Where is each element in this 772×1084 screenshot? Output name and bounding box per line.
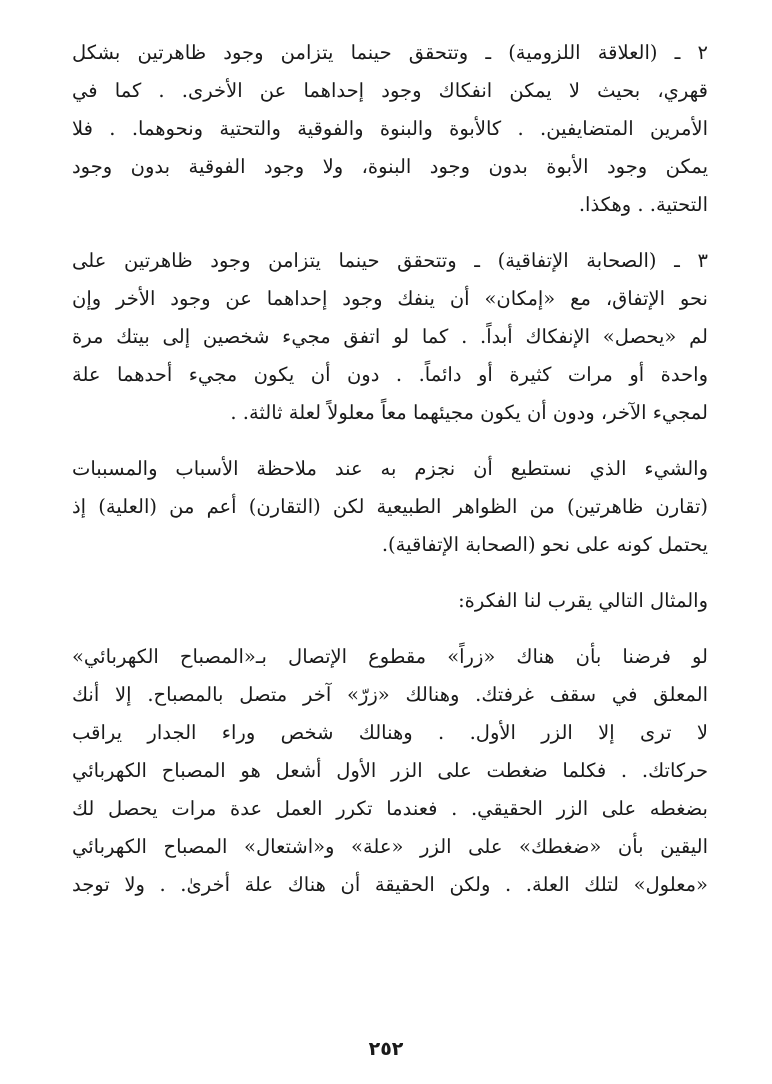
paragraph-lazumiya xyxy=(72,34,708,224)
paragraph-example-intro xyxy=(72,582,708,620)
text-line: التحتية. . وهكذا. xyxy=(578,193,708,216)
text-line: قهري، بحيث لا يمكن انفكاك وجود إحداهما عن الأخرى. . كما في xyxy=(72,79,708,102)
paragraph-example xyxy=(72,638,708,904)
text-line: يمكن وجود الأبوة بدون وجود البنوة، ولا وجود الفوقية بدون وجود xyxy=(72,155,708,178)
paragraph-conclusion xyxy=(72,450,708,564)
text-line: (تقارن ظاهرتين) من الظواهر الطبيعية لكن (التقارن) أعم من (العلية) إذ xyxy=(72,495,708,518)
text-line: بضغطه على الزر الحقيقي. . فعندما تكرر العمل عدة مرات يحصل لك xyxy=(72,797,708,820)
text-line: نحو الإتفاق، مع «إمكان» أن ينفك وجود إحداهما عن وجود الأخر وإن xyxy=(72,287,708,310)
text-line: يحتمل كونه على نحو (الصحابة الإتفاقية). xyxy=(381,533,708,556)
text-line: ٣ ـ (الصحابة الإتفاقية) ـ وتتحقق حينما يتزامن وجود ظاهرتين على xyxy=(72,249,708,272)
text-line: لو فرضنا بأن هناك «زراً» مقطوع الإتصال بـ«المصباح الكهربائي» xyxy=(72,645,708,668)
text-line: حركاتك. . فكلما ضغطت على الزر الأول أشعل هو المصباح الكهربائي xyxy=(72,759,708,782)
text-line: واحدة أو مرات كثيرة أو دائماً. . دون أن يكون مجيء أحدهما علة xyxy=(72,363,708,386)
text-line: والمثال التالي يقرب لنا الفكرة: xyxy=(458,589,708,612)
text-line: اليقين بأن «ضغطك» على الزر «علة» و«اشتعال» المصباح الكهربائي xyxy=(72,835,708,858)
text-line: ٢ ـ (العلاقة اللزومية) ـ وتتحقق حينما يتزامن وجود ظاهرتين بشكل xyxy=(72,41,708,64)
page-number: ٢٥٢ xyxy=(368,1038,404,1060)
text-line: لمجيء الآخر، ودون أن يكون مجيئهما معاً معلولاً لعلة ثالثة. . xyxy=(230,401,708,424)
text-line: والشيء الذي نستطيع أن نجزم به عند ملاحظة الأسباب والمسببات xyxy=(72,457,708,480)
text-line: المعلق في سقف غرفتك. وهنالك «زرّ» آخر متصل بالمصباح. إلا أنك xyxy=(72,683,708,706)
paragraph-sahaba xyxy=(72,242,708,432)
page-body xyxy=(72,34,708,904)
text-line: الأمرين المتضايفين. . كالأبوة والبنوة والفوقية والتحتية ونحوهما. . فلا xyxy=(72,117,708,140)
text-line: «معلول» لتلك العلة. . ولكن الحقيقة أن هناك علة أخرىٰ. . ولا توجد xyxy=(72,873,708,896)
text-line: لا ترى إلا الزر الأول. . وهنالك شخص وراء الجدار يراقب xyxy=(72,721,708,744)
text-line: لم «يحصل» الإنفكاك أبداً. . كما لو اتفق مجيء شخصين إلى بيتك مرة xyxy=(72,325,708,348)
